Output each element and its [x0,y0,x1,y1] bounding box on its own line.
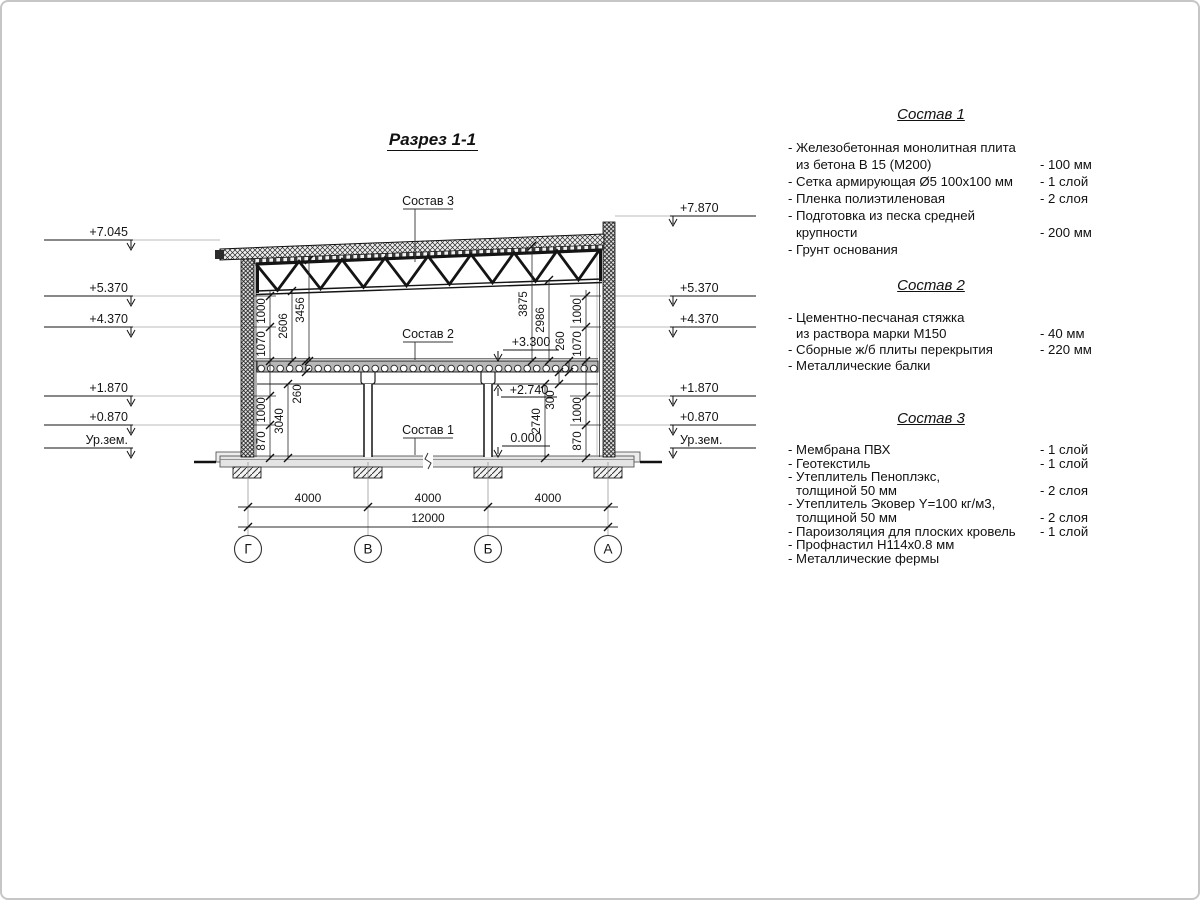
axis-g: Г [244,542,252,557]
axis-b: Б [484,542,493,557]
level-right-4370: +4.370 [680,312,719,326]
material-line: толщиной 50 мм [788,511,1040,525]
material-value: - 1 слой [1040,457,1106,471]
dim-r-870: 870 [572,431,584,450]
material-line: из бетона В 15 (М200) [788,156,1040,173]
material-value: - 40 мм [1040,326,1106,342]
composition-1-title: Состав 1 [788,106,1074,123]
material-name [788,207,1040,241]
axis-bubbles [235,536,622,563]
material-line: - Железобетонная монолитная плита [788,139,1040,156]
dim-r-2740: 2740 [531,408,543,434]
material-item [788,443,1106,457]
material-line: - Металлические балки [788,358,1040,374]
material-item [788,497,1106,524]
material-line: - Грунт основания [788,241,1040,258]
level-beam-2740: +2.740 [510,383,549,397]
material-value: - 220 мм [1040,342,1106,358]
dim-l-1000-upper: 1000 [256,298,268,324]
material-name [788,470,1040,497]
level-right-7870: +7.870 [680,201,719,215]
callout-comp1: Состав 1 [402,423,454,437]
callout-comp3: Состав 3 [402,194,454,208]
material-line: - Подготовка из песка средней [788,207,1040,224]
dim-r-1000-upper: 1000 [572,298,584,324]
material-item [788,139,1106,173]
beam-seat-left [361,372,375,384]
columns [364,384,492,457]
dim-r-3875: 3875 [518,291,530,317]
dim-total: 12000 [411,511,445,525]
dim-l-1000-lower: 1000 [256,397,268,423]
material-line: из раствора марки М150 [788,326,1040,342]
material-line: - Профнастил Н114х0.8 мм [788,538,1040,552]
dim-l-1070: 1070 [256,331,268,357]
material-name [788,310,1040,342]
material-line: - Сетка армирующая Ø5 100х100 мм [788,173,1040,190]
left-wall [241,256,254,457]
material-line: толщиной 50 мм [788,484,1040,498]
material-item [788,310,1106,342]
drawing-title [340,130,525,150]
level-left-0870: +0.870 [89,410,128,424]
material-item [788,538,1106,552]
material-line: - Сборные ж/б плиты перекрытия [788,342,1040,358]
material-line: - Утеплитель Эковер Y=100 кг/м3, [788,497,1040,511]
elevation-marks-right [669,201,756,458]
material-value: - 2 слоя [1040,511,1106,525]
material-item [788,190,1106,207]
material-value: - 1 слой [1040,525,1106,539]
composition-callouts [402,194,454,455]
dim-r-1070: 1070 [572,331,584,357]
material-value: - 1 слой [1040,173,1106,190]
dim-l-870: 870 [256,431,268,450]
level-slab-3300: +3.300 [512,335,551,349]
material-item [788,457,1106,471]
right-wall [603,222,615,457]
axis-v: В [363,542,372,557]
callout-comp2: Состав 2 [402,327,454,341]
level-left-ground: Ур.зем. [86,433,128,447]
ground-works [194,452,662,478]
level-right-ground: Ур.зем. [680,433,722,447]
dim-l-260: 260 [292,384,304,403]
level-right-1870: +1.870 [680,381,719,395]
dim-r-1000-lower: 1000 [572,397,584,423]
dim-r-2986: 2986 [535,307,547,333]
material-item [788,358,1106,374]
material-item [788,525,1106,539]
drawing-title-text: Разрез 1-1 [387,130,478,151]
level-right-0870: +0.870 [680,410,719,424]
material-value: - 200 мм [1040,224,1106,241]
level-left-4370: +4.370 [89,312,128,326]
material-item [788,470,1106,497]
material-line: - Металлические фермы [788,552,1040,566]
level-left-7045: +7.045 [89,225,128,239]
composition-1-block [788,106,1106,258]
dim-span-2: 4000 [415,491,442,505]
dim-r-260: 260 [555,331,567,350]
material-item [788,552,1106,566]
material-name [788,497,1040,524]
dim-span-1: 4000 [295,491,322,505]
axis-a: А [603,542,612,557]
dim-r-300: 300 [545,390,557,409]
material-item [788,173,1106,190]
dim-l-3040: 3040 [274,408,286,434]
level-right-5370: +5.370 [680,281,719,295]
material-value: - 1 слой [1040,443,1106,457]
material-value: - 2 слоя [1040,484,1106,498]
material-item [788,241,1106,258]
level-left-1870: +1.870 [89,381,128,395]
composition-3-block [788,410,1106,565]
level-floor-0000: 0.000 [510,431,541,445]
composition-3-title: Состав 3 [788,410,1074,427]
composition-2-block [788,277,1106,374]
material-value: - 2 слоя [1040,190,1106,207]
eave-cap [215,250,224,259]
bottom-dimensions [235,462,622,563]
composition-2-title: Состав 2 [788,277,1074,294]
level-left-5370: +5.370 [89,281,128,295]
dim-span-3: 4000 [535,491,562,505]
material-line: - Геотекстиль [788,457,1040,471]
material-item [788,342,1106,358]
elevation-marks-left [44,225,135,458]
material-name [788,139,1040,173]
material-line: - Пароизоляция для плоских кровель [788,525,1040,539]
material-value: - 100 мм [1040,156,1106,173]
material-item [788,207,1106,241]
material-line: - Пленка полиэтиленовая [788,190,1040,207]
beam-seat-right [481,372,495,384]
material-line: - Мембрана ПВХ [788,443,1040,457]
dim-l-3456: 3456 [295,297,307,323]
dim-l-2606: 2606 [278,313,290,339]
material-line: - Утеплитель Пеноплэкс, [788,470,1040,484]
material-line: крупности [788,224,1040,241]
material-line: - Цементно-песчаная стяжка [788,310,1040,326]
